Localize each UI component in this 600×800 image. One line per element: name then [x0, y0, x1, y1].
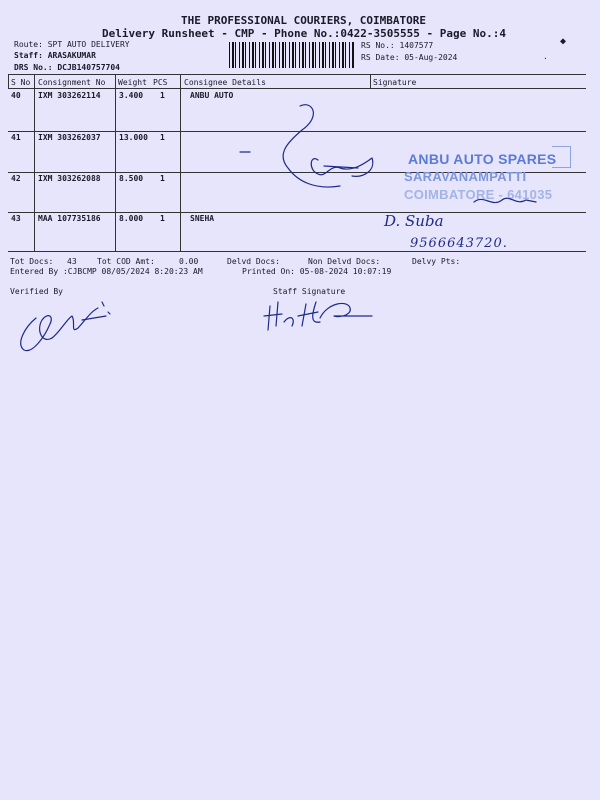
- scan-mark: ·: [543, 54, 548, 63]
- cell-consignee: ANBU AUTO: [190, 91, 234, 100]
- company-title: THE PROFESSIONAL COURIERS, COIMBATORE: [181, 14, 427, 27]
- cell-sno: 41: [11, 133, 21, 142]
- cell-consignee: SNEHA: [190, 214, 215, 223]
- table-border-bottom: [8, 251, 586, 252]
- handwritten-phone: 9566643720.: [410, 236, 508, 251]
- col-header-weight: Weight: [118, 78, 147, 87]
- col-divider: [8, 74, 9, 88]
- verified-by-signature: [14, 298, 114, 358]
- col-divider: [34, 74, 35, 251]
- entered-by: Entered By :CJBCMP 08/05/2024 8:20:23 AM: [10, 267, 203, 276]
- table-header-divider: [8, 88, 586, 89]
- cell-sno: 43: [11, 214, 21, 223]
- rs-number: RS No.: 1407577: [361, 41, 434, 50]
- cell-weight: 3.400: [119, 91, 144, 100]
- cell-consignment: IXM 303262037: [38, 133, 101, 142]
- staff-label: Staff: ARASAKUMAR: [14, 51, 96, 60]
- cell-pcs: 1: [160, 214, 165, 223]
- runsheet-subtitle: Delivery Runsheet - CMP - Phone No.:0422-3505555 - Page No.:4: [102, 27, 506, 40]
- col-divider: [115, 74, 116, 251]
- non-delvd-docs-label: Non Delvd Docs:: [308, 257, 381, 266]
- delvd-docs-label: Delvd Docs:: [227, 257, 280, 266]
- cell-weight: 8.000: [119, 214, 144, 223]
- cell-weight: 8.500: [119, 174, 144, 183]
- cell-sno: 42: [11, 174, 21, 183]
- col-header-signature: Signature: [373, 78, 417, 87]
- col-header-consignment: Consignment No: [38, 78, 106, 87]
- cell-sno: 40: [11, 91, 21, 100]
- stamp-border: [552, 146, 571, 168]
- col-header-sno: S No: [11, 78, 31, 87]
- table-border-top: [8, 74, 586, 75]
- receiver-signature: [240, 98, 390, 208]
- tot-docs-label: Tot Docs:: [10, 257, 54, 266]
- staff-signature-label: Staff Signature: [273, 287, 346, 296]
- stamp-scribble: [470, 190, 540, 210]
- stamp-city: COIMBATORE - 641035: [404, 187, 553, 202]
- cell-consignment: MAA 107735186: [38, 214, 101, 223]
- stamp-company: ANBU AUTO SPARES: [408, 151, 557, 167]
- barcode: [229, 42, 354, 68]
- col-divider: [370, 74, 371, 88]
- route-label: Route: SPT AUTO DELIVERY: [14, 40, 130, 49]
- col-header-pcs: PCS: [153, 78, 168, 87]
- staff-signature: [262, 296, 382, 336]
- cell-pcs: 1: [160, 133, 165, 142]
- scan-mark: ◆: [560, 36, 567, 47]
- row-divider: [8, 212, 586, 213]
- cell-pcs: 1: [160, 174, 165, 183]
- tot-cod-label: Tot COD Amt:: [97, 257, 155, 266]
- cell-weight: 13.000: [119, 133, 148, 142]
- handwritten-name: D. Suba: [384, 212, 444, 230]
- rs-date: RS Date: 05-Aug-2024: [361, 53, 458, 62]
- cell-consignment: IXM 303262114: [38, 91, 101, 100]
- col-header-consignee: Consignee Details: [184, 78, 266, 87]
- stamp-area: SARAVANAMPATTI: [404, 169, 527, 184]
- cell-consignment: IXM 303262088: [38, 174, 101, 183]
- tot-docs-value: 43: [67, 257, 77, 266]
- printed-on: Printed On: 05-08-2024 10:07:19: [242, 267, 392, 276]
- drs-number: DRS No.: DCJB140757704: [14, 63, 120, 72]
- tot-cod-value: 0.00: [179, 257, 199, 266]
- verified-by-label: Verified By: [10, 287, 63, 296]
- col-divider: [180, 74, 181, 251]
- cell-pcs: 1: [160, 91, 165, 100]
- delvy-pts-label: Delvy Pts:: [412, 257, 461, 266]
